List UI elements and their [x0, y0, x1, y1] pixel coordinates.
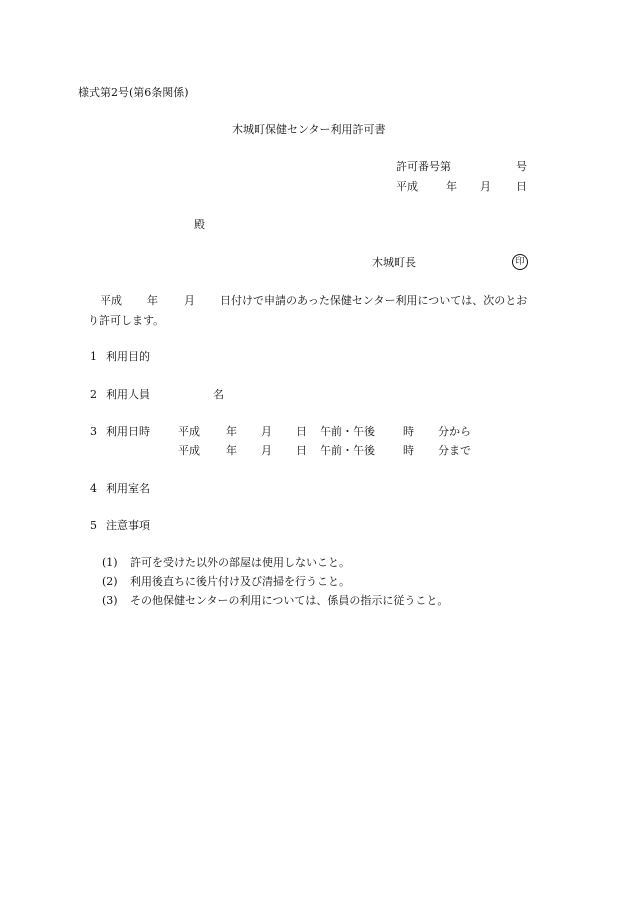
note-text: その他保健センターの利用については、係員の指示に従うこと。: [130, 594, 449, 607]
item-label: 注意事項: [106, 519, 150, 532]
body-line2: り許可します。: [88, 314, 165, 327]
note-number: (2): [102, 575, 118, 588]
to-hour: 時: [403, 444, 414, 457]
item-number: 2: [90, 388, 97, 401]
body-year: 年: [147, 294, 158, 307]
from-day: 日: [296, 425, 307, 438]
from-ampm: 午前・午後: [320, 425, 375, 438]
item-number: 1: [90, 350, 97, 363]
from-minute: 分から: [438, 425, 471, 438]
from-era: 平成: [178, 425, 200, 438]
body-line1: 日付けで申請のあった保健センター利用については、次のとお: [220, 294, 528, 307]
body-month: 月: [184, 294, 195, 307]
body-era: 平成: [100, 294, 122, 307]
note-number: (1): [102, 556, 118, 569]
to-era: 平成: [178, 444, 200, 457]
issuer-name: 木城町長: [372, 256, 416, 269]
item-label: 利用目的: [106, 350, 150, 363]
to-minute: 分まで: [438, 444, 471, 457]
permit-date-era: 平成: [396, 180, 418, 193]
note-text: 利用後直ちに後片付け及び清掃を行うこと。: [130, 575, 350, 588]
seal-icon: 印: [512, 254, 528, 270]
item-label: 利用室名: [106, 482, 150, 495]
from-hour: 時: [403, 425, 414, 438]
to-month: 月: [261, 444, 272, 457]
permit-date-year: 年: [446, 180, 457, 193]
note-text: 許可を受けた以外の部屋は使用しないこと。: [130, 556, 350, 569]
from-year: 年: [226, 425, 237, 438]
note-number: (3): [102, 594, 118, 607]
permit-number-suffix: 号: [516, 160, 527, 173]
item-number: 4: [90, 482, 97, 495]
document-title: 木城町保健センター利用許可書: [232, 123, 386, 136]
permit-date-day: 日: [516, 180, 527, 193]
item-label: 利用日時: [106, 425, 150, 438]
people-unit: 名: [213, 388, 224, 401]
permit-number-label: 許可番号第: [396, 160, 451, 173]
item-number: 5: [90, 519, 97, 532]
permit-date-month: 月: [480, 180, 491, 193]
item-number: 3: [90, 425, 97, 438]
addressee-honorific: 殿: [194, 218, 205, 231]
to-ampm: 午前・午後: [320, 444, 375, 457]
to-year: 年: [226, 444, 237, 457]
to-day: 日: [296, 444, 307, 457]
form-number: 様式第2号(第6条関係): [78, 86, 189, 99]
item-label: 利用人員: [106, 388, 150, 401]
from-month: 月: [261, 425, 272, 438]
